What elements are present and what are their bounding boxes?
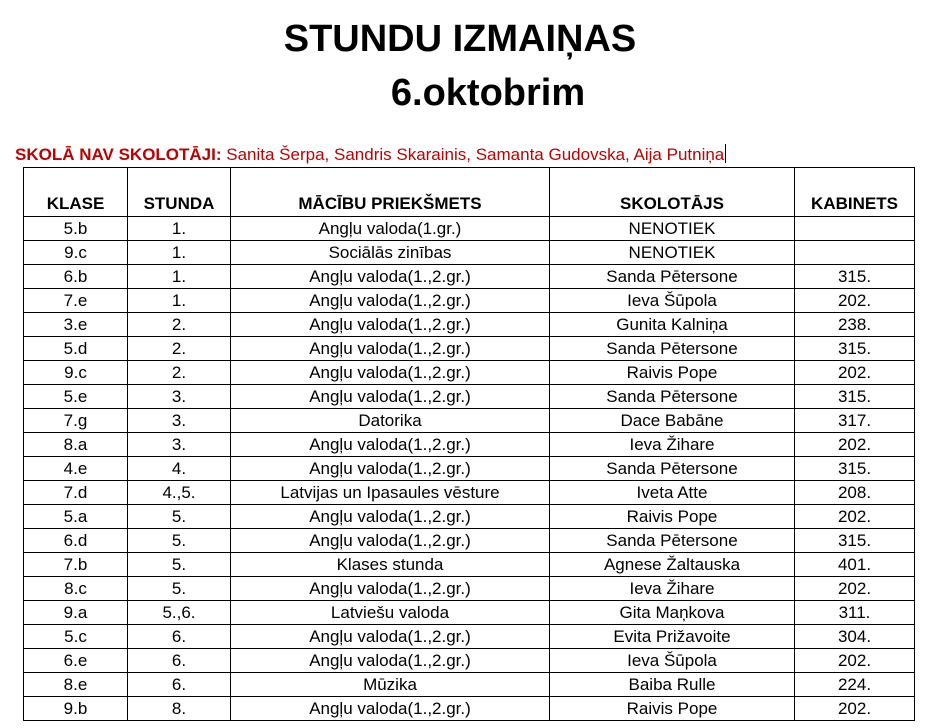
cell-klase: 5.a xyxy=(24,505,128,529)
cell-skolotajs: Raivis Pope xyxy=(550,505,795,529)
cell-skolotajs: Sanda Pētersone xyxy=(550,337,795,361)
cell-skolotajs: Sanda Pētersone xyxy=(550,457,795,481)
cell-stunda: 6. xyxy=(128,649,231,673)
cell-kabinets: 238. xyxy=(795,313,915,337)
cell-prieksmets: Angļu valoda(1.,2.gr.) xyxy=(231,577,550,601)
cell-klase: 4.e xyxy=(24,457,128,481)
cell-kabinets: 208. xyxy=(795,481,915,505)
cell-stunda: 2. xyxy=(128,361,231,385)
table-header-row xyxy=(24,168,915,217)
page-title: STUNDU IZMAIŅAS xyxy=(283,18,637,60)
cell-skolotajs: Ieva Žihare xyxy=(550,577,795,601)
column-header-klase: KLASE xyxy=(24,168,128,217)
cell-klase: 5.e xyxy=(24,385,128,409)
cell-skolotajs: Sanda Pētersone xyxy=(550,265,795,289)
cell-skolotajs: Gita Maņkova xyxy=(550,601,795,625)
table-row xyxy=(24,361,915,385)
cell-prieksmets: Angļu valoda(1.,2.gr.) xyxy=(231,385,550,409)
cell-klase: 9.c xyxy=(24,361,128,385)
cell-skolotajs: Evita Prižavoite xyxy=(550,625,795,649)
cell-stunda: 5. xyxy=(128,577,231,601)
cell-prieksmets: Angļu valoda(1.,2.gr.) xyxy=(231,265,550,289)
cell-kabinets: 317. xyxy=(795,409,915,433)
column-header-stunda: STUNDA xyxy=(128,168,231,217)
cell-prieksmets: Latvijas un Ipasaules vēsture xyxy=(231,481,550,505)
cell-kabinets xyxy=(795,217,915,241)
table-row xyxy=(24,217,915,241)
cell-stunda: 2. xyxy=(128,313,231,337)
table-row xyxy=(24,433,915,457)
cell-klase: 3.e xyxy=(24,313,128,337)
absent-teachers-line xyxy=(15,144,726,166)
cell-prieksmets: Angļu valoda(1.,2.gr.) xyxy=(231,433,550,457)
cell-stunda: 4.,5. xyxy=(128,481,231,505)
cell-kabinets: 202. xyxy=(795,649,915,673)
cell-skolotajs: Ieva Šūpola xyxy=(550,649,795,673)
cell-prieksmets: Angļu valoda(1.,2.gr.) xyxy=(231,337,550,361)
cell-skolotajs: Dace Babāne xyxy=(550,409,795,433)
cell-prieksmets: Angļu valoda(1.,2.gr.) xyxy=(231,457,550,481)
table-row xyxy=(24,529,915,553)
cell-stunda: 4. xyxy=(128,457,231,481)
schedule-table xyxy=(23,167,915,721)
cell-kabinets: 401. xyxy=(795,553,915,577)
cell-skolotajs: Sanda Pētersone xyxy=(550,385,795,409)
table-row xyxy=(24,385,915,409)
cell-stunda: 3. xyxy=(128,433,231,457)
cell-prieksmets: Angļu valoda(1.,2.gr.) xyxy=(231,625,550,649)
cell-klase: 6.e xyxy=(24,649,128,673)
cell-prieksmets: Angļu valoda(1.gr.) xyxy=(231,217,550,241)
cell-prieksmets: Angļu valoda(1.,2.gr.) xyxy=(231,313,550,337)
table-row xyxy=(24,505,915,529)
cell-klase: 5.b xyxy=(24,217,128,241)
cell-klase: 7.d xyxy=(24,481,128,505)
cell-klase: 9.b xyxy=(24,697,128,721)
table-row xyxy=(24,577,915,601)
cell-stunda: 2. xyxy=(128,337,231,361)
cell-klase: 7.e xyxy=(24,289,128,313)
table-row xyxy=(24,649,915,673)
cell-stunda: 8. xyxy=(128,697,231,721)
table-row xyxy=(24,601,915,625)
cell-skolotajs: Ieva Šūpola xyxy=(550,289,795,313)
cell-klase: 6.b xyxy=(24,265,128,289)
table-row xyxy=(24,457,915,481)
cell-stunda: 1. xyxy=(128,241,231,265)
absent-teachers-names: Sanita Šerpa, Sandris Skarainis, Samanta Gudovska, Aija Putniņa xyxy=(221,145,725,164)
cell-prieksmets: Mūzika xyxy=(231,673,550,697)
cell-klase: 5.c xyxy=(24,625,128,649)
table-row xyxy=(24,625,915,649)
cell-skolotajs: Agnese Žaltauska xyxy=(550,553,795,577)
table-body xyxy=(24,217,915,721)
cell-klase: 8.c xyxy=(24,577,128,601)
column-header-skolotajs: SKOLOTĀJS xyxy=(550,168,795,217)
cell-klase: 6.d xyxy=(24,529,128,553)
cell-stunda: 5.,6. xyxy=(128,601,231,625)
cell-stunda: 1. xyxy=(128,265,231,289)
cell-stunda: 1. xyxy=(128,289,231,313)
table-row xyxy=(24,553,915,577)
cell-klase: 8.a xyxy=(24,433,128,457)
cell-kabinets: 315. xyxy=(795,385,915,409)
table-row xyxy=(24,265,915,289)
cell-kabinets: 202. xyxy=(795,289,915,313)
cell-prieksmets: Angļu valoda(1.,2.gr.) xyxy=(231,505,550,529)
cell-kabinets: 202. xyxy=(795,697,915,721)
cell-prieksmets: Latviešu valoda xyxy=(231,601,550,625)
cell-prieksmets: Angļu valoda(1.,2.gr.) xyxy=(231,361,550,385)
table-row xyxy=(24,313,915,337)
table-row xyxy=(24,337,915,361)
cell-klase: 9.a xyxy=(24,601,128,625)
cell-skolotajs: Baiba Rulle xyxy=(550,673,795,697)
cell-skolotajs: NENOTIEK xyxy=(550,217,795,241)
cell-kabinets: 315. xyxy=(795,337,915,361)
page-subtitle: 6.oktobrim xyxy=(390,72,586,114)
cell-stunda: 5. xyxy=(128,529,231,553)
cell-stunda: 5. xyxy=(128,553,231,577)
cell-stunda: 5. xyxy=(128,505,231,529)
cell-skolotajs: Raivis Pope xyxy=(550,361,795,385)
table-row xyxy=(24,697,915,721)
cell-kabinets: 304. xyxy=(795,625,915,649)
cell-prieksmets: Klases stunda xyxy=(231,553,550,577)
cell-kabinets: 202. xyxy=(795,505,915,529)
absent-teachers-label: SKOLĀ NAV SKOLOTĀJI: xyxy=(15,145,222,164)
cell-klase: 7.b xyxy=(24,553,128,577)
table-row xyxy=(24,289,915,313)
cell-skolotajs: Ieva Žihare xyxy=(550,433,795,457)
cell-kabinets: 202. xyxy=(795,577,915,601)
cell-skolotajs: Iveta Atte xyxy=(550,481,795,505)
cell-stunda: 6. xyxy=(128,673,231,697)
text-cursor xyxy=(725,144,726,163)
cell-skolotajs: NENOTIEK xyxy=(550,241,795,265)
cell-kabinets: 224. xyxy=(795,673,915,697)
cell-klase: 9.c xyxy=(24,241,128,265)
table-row xyxy=(24,481,915,505)
cell-kabinets: 315. xyxy=(795,457,915,481)
cell-stunda: 1. xyxy=(128,217,231,241)
cell-kabinets: 311. xyxy=(795,601,915,625)
cell-stunda: 3. xyxy=(128,385,231,409)
cell-prieksmets: Angļu valoda(1.,2.gr.) xyxy=(231,649,550,673)
cell-kabinets xyxy=(795,241,915,265)
cell-prieksmets: Angļu valoda(1.,2.gr.) xyxy=(231,529,550,553)
cell-kabinets: 202. xyxy=(795,361,915,385)
cell-skolotajs: Raivis Pope xyxy=(550,697,795,721)
cell-kabinets: 315. xyxy=(795,529,915,553)
table-row xyxy=(24,241,915,265)
cell-kabinets: 202. xyxy=(795,433,915,457)
table-row xyxy=(24,409,915,433)
cell-stunda: 6. xyxy=(128,625,231,649)
cell-klase: 7.g xyxy=(24,409,128,433)
column-header-prieksmets: MĀCĪBU PRIEKŠMETS xyxy=(231,168,550,217)
cell-kabinets: 315. xyxy=(795,265,915,289)
cell-stunda: 3. xyxy=(128,409,231,433)
cell-prieksmets: Angļu valoda(1.,2.gr.) xyxy=(231,697,550,721)
table-row xyxy=(24,673,915,697)
cell-prieksmets: Datorika xyxy=(231,409,550,433)
cell-skolotajs: Sanda Pētersone xyxy=(550,529,795,553)
cell-klase: 8.e xyxy=(24,673,128,697)
cell-prieksmets: Sociālās zinības xyxy=(231,241,550,265)
cell-skolotajs: Gunita Kalniņa xyxy=(550,313,795,337)
column-header-kabinets: KABINETS xyxy=(795,168,915,217)
cell-prieksmets: Angļu valoda(1.,2.gr.) xyxy=(231,289,550,313)
cell-klase: 5.d xyxy=(24,337,128,361)
